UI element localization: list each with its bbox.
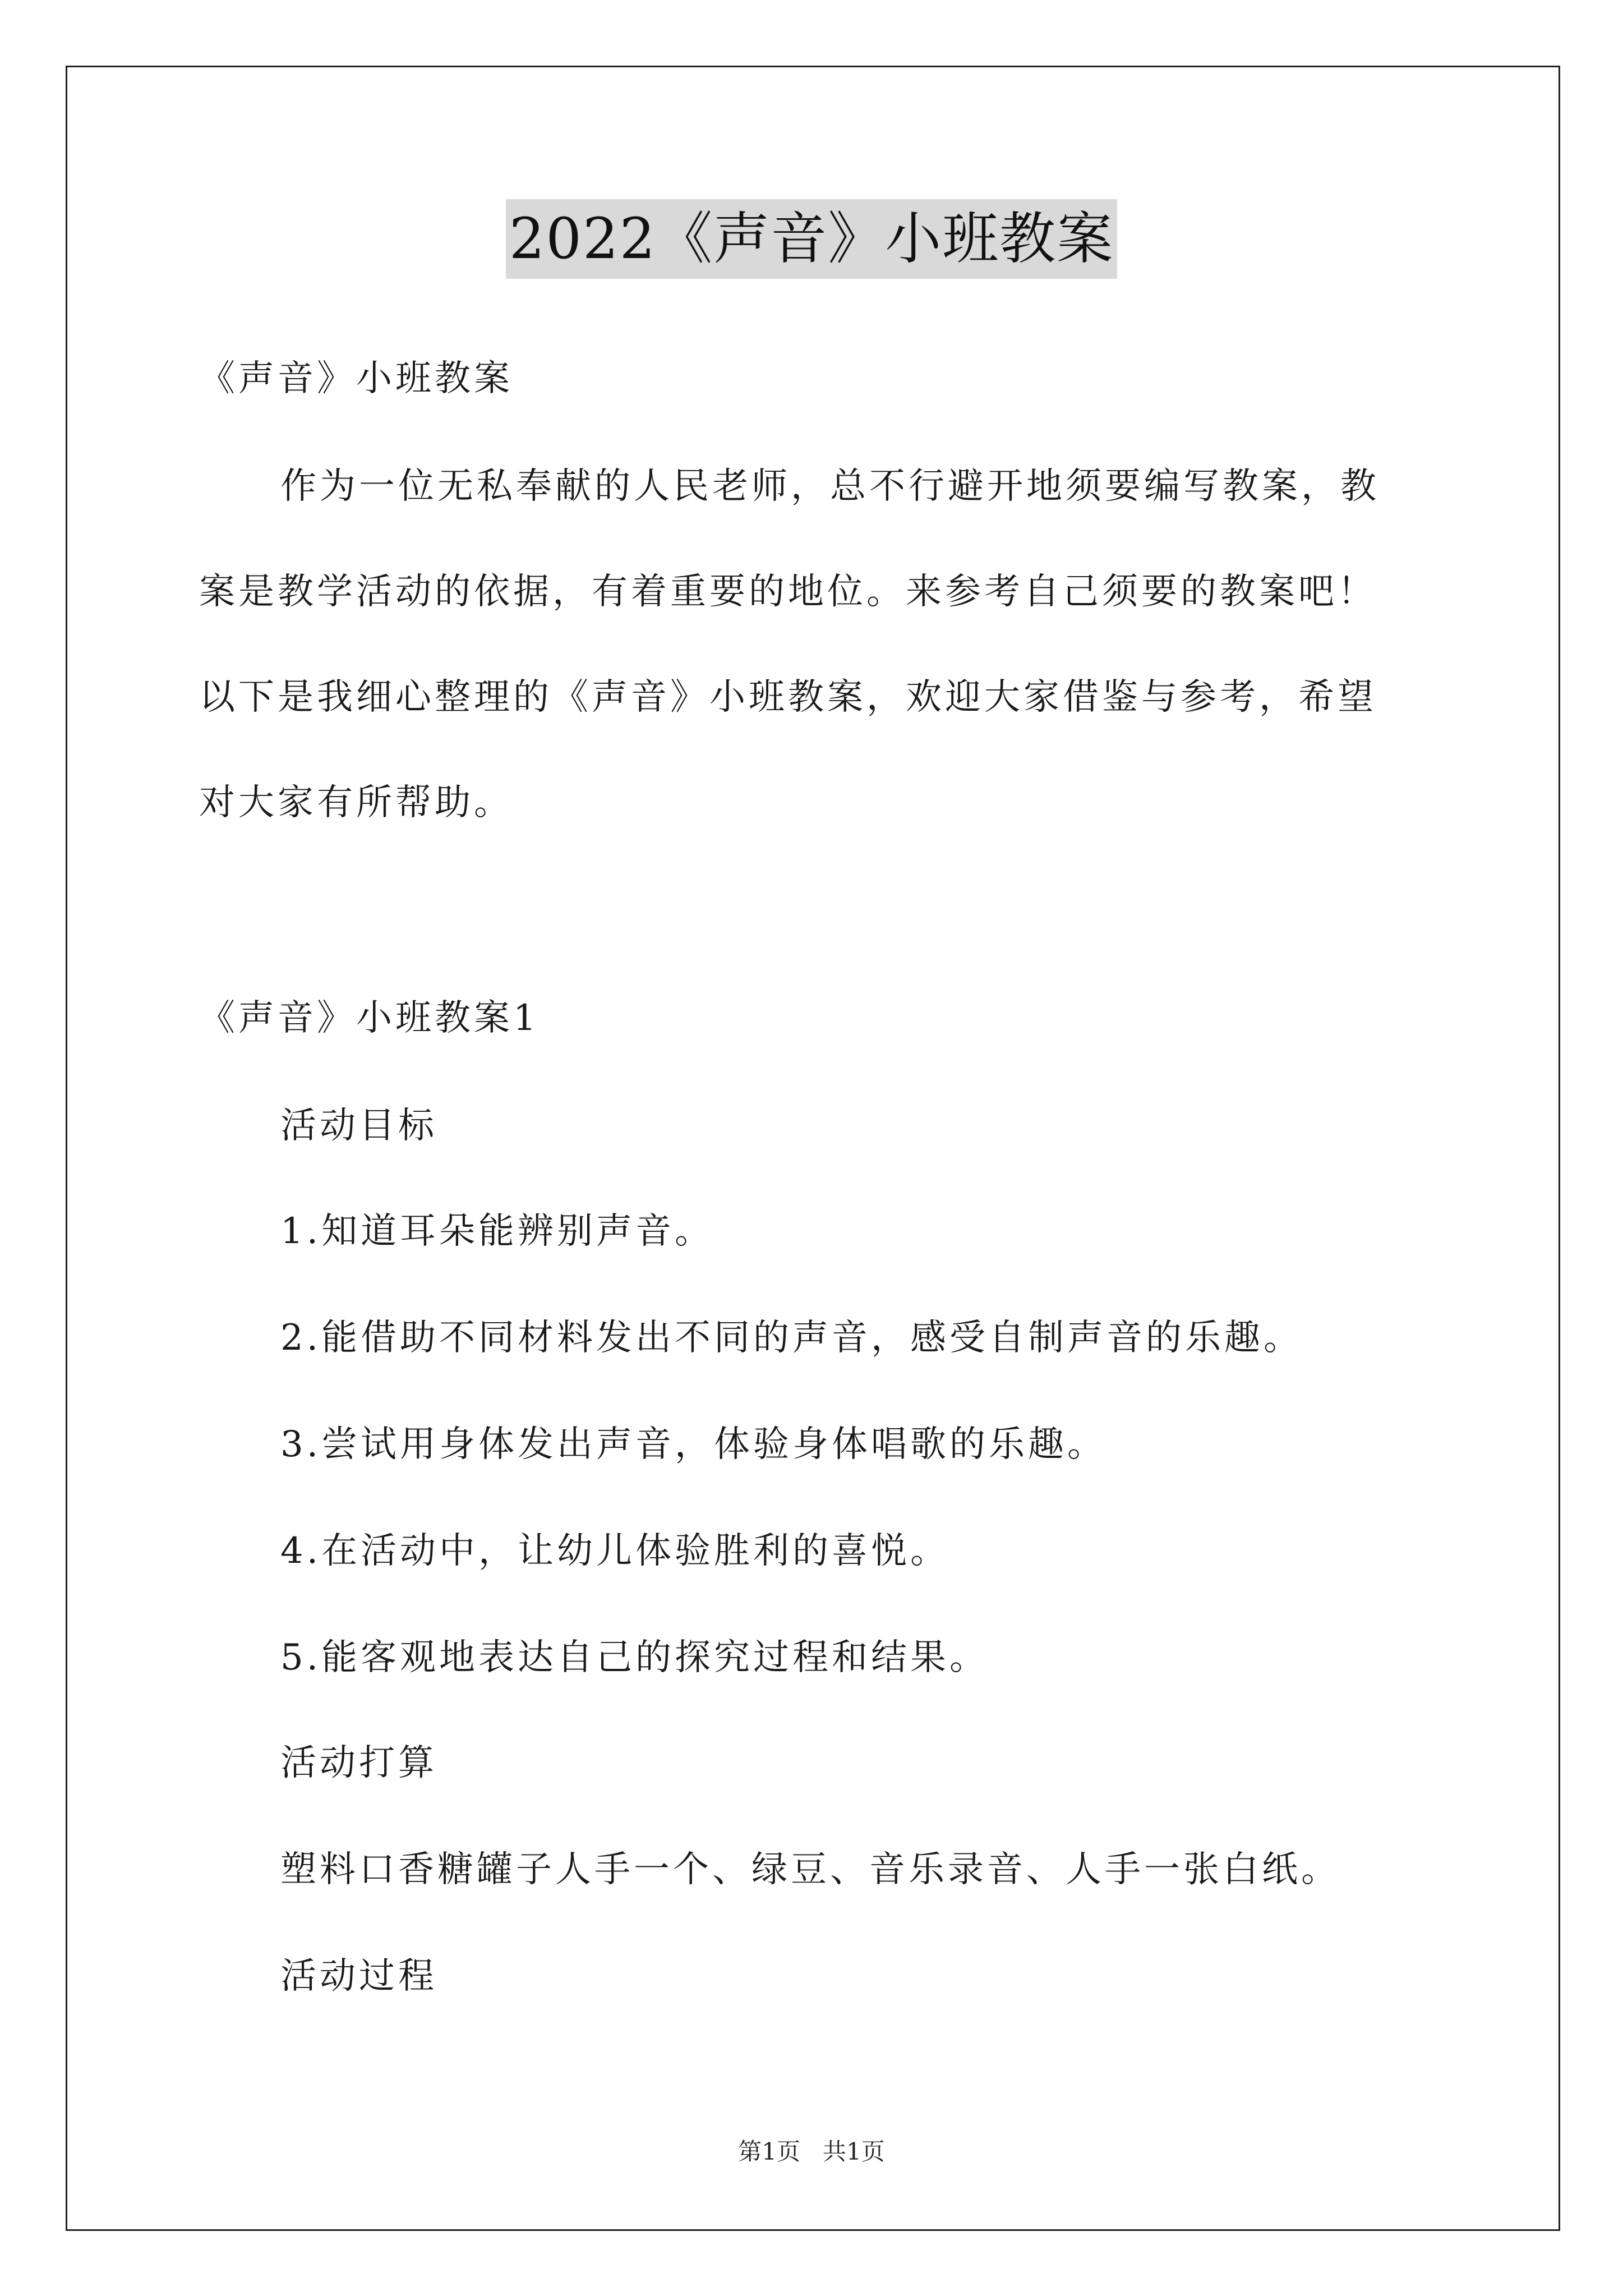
process-heading: 活动过程: [280, 1955, 437, 1997]
goals-heading: 活动目标: [280, 1105, 437, 1147]
prep-heading: 活动打算: [280, 1742, 437, 1784]
goal-item: 5.能客观地表达自己的探究过程和结果。: [280, 1637, 989, 1678]
goal-item: 3.尝试用身体发出声音，体验身体唱歌的乐趣。: [280, 1424, 1107, 1465]
section-heading: 《声音》小班教案1: [199, 997, 540, 1039]
goal-item: 1.知道耳朵能辨别声音。: [280, 1211, 714, 1252]
subtitle: 《声音》小班教案: [199, 358, 513, 399]
intro-line: 案是教学活动的依据，有着重要的地位。来参考自己须要的教案吧！: [199, 571, 1377, 613]
intro-line: 对大家有所帮助。: [199, 782, 513, 823]
intro-line: 作为一位无私奉献的人民老师，总不行避开地须要编写教案，教: [280, 466, 1380, 507]
goal-item: 2.能借助不同材料发出不同的声音，感受自制声音的乐趣。: [280, 1317, 1303, 1359]
prep-text: 塑料口香糖罐子人手一个、绿豆、音乐录音、人手一张白纸。: [280, 1849, 1340, 1890]
intro-line: 以下是我细心整理的《声音》小班教案，欢迎大家借鉴与参考，希望: [199, 677, 1377, 718]
title-wrap: [0, 199, 1623, 279]
document-title: 2022《声音》小班教案: [506, 199, 1118, 279]
goal-item: 4.在活动中，让幼儿体验胜利的喜悦。: [280, 1530, 950, 1572]
page-footer: 第1页 共1页: [738, 2138, 885, 2165]
